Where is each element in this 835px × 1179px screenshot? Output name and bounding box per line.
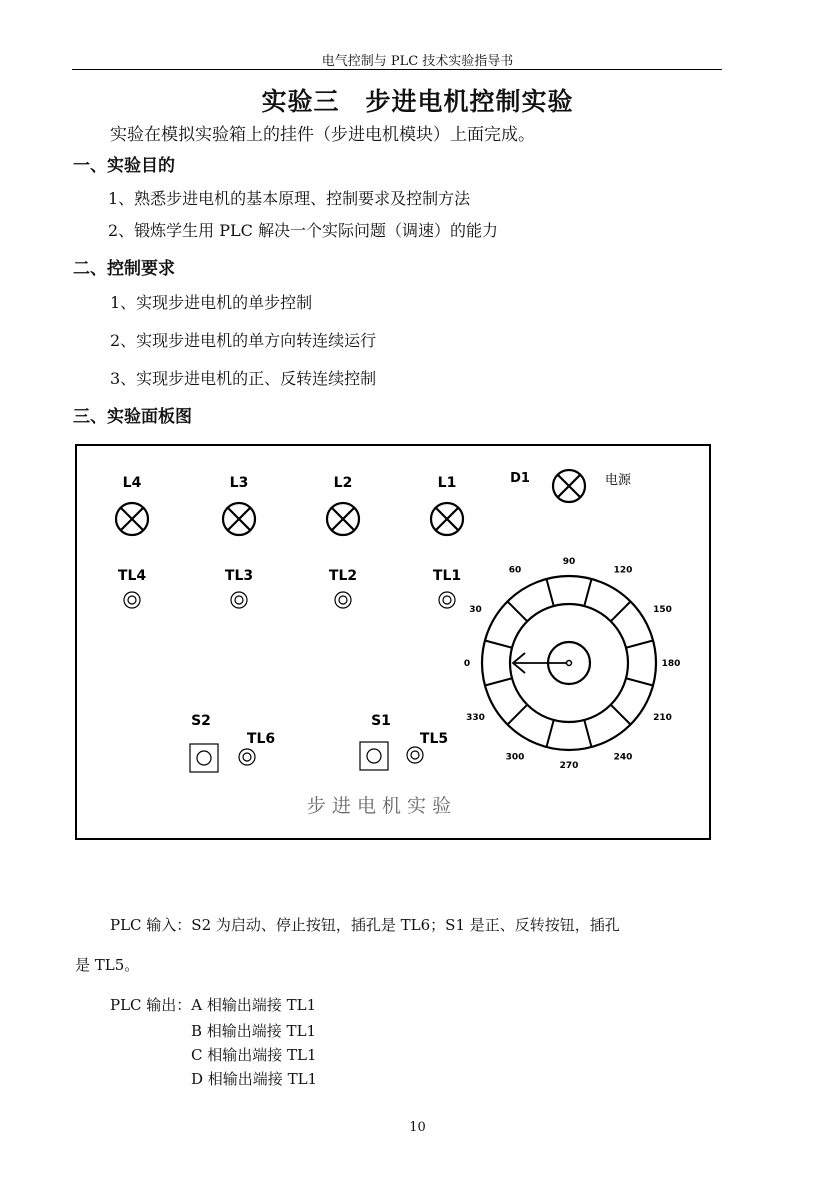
plc-output-line-2: B 相输出端接 TL1 (191, 1022, 317, 1040)
lamp-label-l4: L4 (122, 475, 142, 491)
jack-tl1[interactable] (439, 592, 455, 608)
power-lamp-icon (553, 470, 585, 502)
lamp-l1-icon (431, 503, 463, 535)
lamp-l2-icon (327, 503, 359, 535)
dial-angle-label: 180 (661, 659, 681, 669)
panel-caption: 步 进 电 机 实 验 (306, 795, 452, 817)
dial-segment-divider (611, 705, 631, 725)
dial-segment-divider (584, 720, 591, 747)
purpose-item-2: 2、锻炼学生用 PLC 解决一个实际问题（调速）的能力 (108, 221, 498, 240)
dial-angle-label: 240 (613, 752, 633, 763)
jack-tl5[interactable] (407, 747, 423, 763)
start-stop-button-s2[interactable] (190, 744, 218, 772)
dial-angle-label: 210 (653, 713, 672, 723)
jack-label-tl1: TL1 (432, 568, 462, 584)
section-heading-purpose: 一、实验目的 (73, 156, 175, 176)
page-number: 10 (409, 1120, 426, 1135)
plc-output-line-1: PLC 输出：A 相输出端接 TL1 (110, 996, 317, 1014)
dial-angle-label: 30 (469, 605, 482, 615)
button-label-s2: S2 (191, 713, 211, 729)
dial-angle-label: 300 (505, 752, 525, 763)
dial-segment-divider (626, 678, 653, 685)
direction-button-s1[interactable] (360, 742, 388, 770)
jack-label-tl2: TL2 (328, 568, 358, 584)
plc-input-text-line-2: 是 TL5。 (75, 956, 140, 974)
dial-pointer-arrow-icon (513, 653, 567, 673)
requirement-item-1: 1、实现步进电机的单步控制 (110, 293, 313, 312)
header-rule (72, 69, 722, 70)
power-lamp-label: D1 (510, 471, 530, 486)
dial-angle-label: 120 (613, 565, 633, 576)
plc-input-text-line-1: PLC 输入：S2 为启动、停止按钮，插孔是 TL6；S1 是正、反转按钮，插孔 (110, 916, 620, 934)
dial-angle-label: 330 (466, 713, 485, 723)
dial-segment-divider (485, 678, 512, 685)
lamp-l4-icon (116, 503, 148, 535)
intro-text: 实验在模拟实验箱上的挂件（步进电机模块）上面完成。 (110, 125, 535, 145)
dial-angle-label: 60 (508, 565, 522, 576)
lamp-label-l2: L2 (333, 475, 353, 491)
angle-dial (464, 557, 681, 771)
power-label: 电源 (605, 473, 632, 488)
plc-output-line-4: D 相输出端接 TL1 (191, 1070, 318, 1088)
running-header: 电气控制与 PLC 技术实验指导书 (321, 54, 514, 69)
jack-label-tl4: TL4 (117, 568, 147, 584)
page-title: 实验三 步进电机控制实验 (261, 87, 574, 116)
jack-label-tl6: TL6 (246, 731, 276, 747)
jack-label-tl3: TL3 (224, 568, 254, 584)
dial-segment-divider (584, 579, 591, 606)
button-label-s1: S1 (371, 713, 391, 729)
jack-tl3[interactable] (231, 592, 247, 608)
dial-segment-divider (546, 579, 553, 606)
purpose-item-1: 1、熟悉步进电机的基本原理、控制要求及控制方法 (108, 189, 471, 208)
dial-segment-divider (611, 601, 631, 621)
jack-tl6[interactable] (239, 749, 255, 765)
plc-output-line-3: C 相输出端接 TL1 (191, 1046, 317, 1064)
dial-segment-divider (546, 720, 553, 747)
section-heading-panel: 三、实验面板图 (73, 407, 192, 427)
requirement-item-3: 3、实现步进电机的正、反转连续控制 (110, 369, 377, 388)
dial-angle-label: 0 (463, 659, 471, 669)
dial-segment-divider (626, 640, 653, 647)
section-heading-requirements: 二、控制要求 (73, 259, 175, 279)
lamp-label-l1: L1 (437, 475, 457, 491)
dial-segment-divider (485, 640, 512, 647)
jack-tl2[interactable] (335, 592, 351, 608)
dial-angle-label: 90 (562, 557, 576, 567)
dial-angle-label: 150 (653, 605, 672, 615)
dial-segment-divider (507, 601, 527, 621)
lamp-label-l3: L3 (229, 475, 249, 491)
dial-segment-divider (507, 705, 527, 725)
jack-tl4[interactable] (124, 592, 140, 608)
requirement-item-2: 2、实现步进电机的单方向转连续运行 (110, 331, 377, 350)
jack-label-tl5: TL5 (419, 731, 449, 747)
lamp-l3-icon (223, 503, 255, 535)
experiment-panel-diagram (75, 444, 711, 840)
dial-angle-label: 270 (559, 761, 579, 771)
